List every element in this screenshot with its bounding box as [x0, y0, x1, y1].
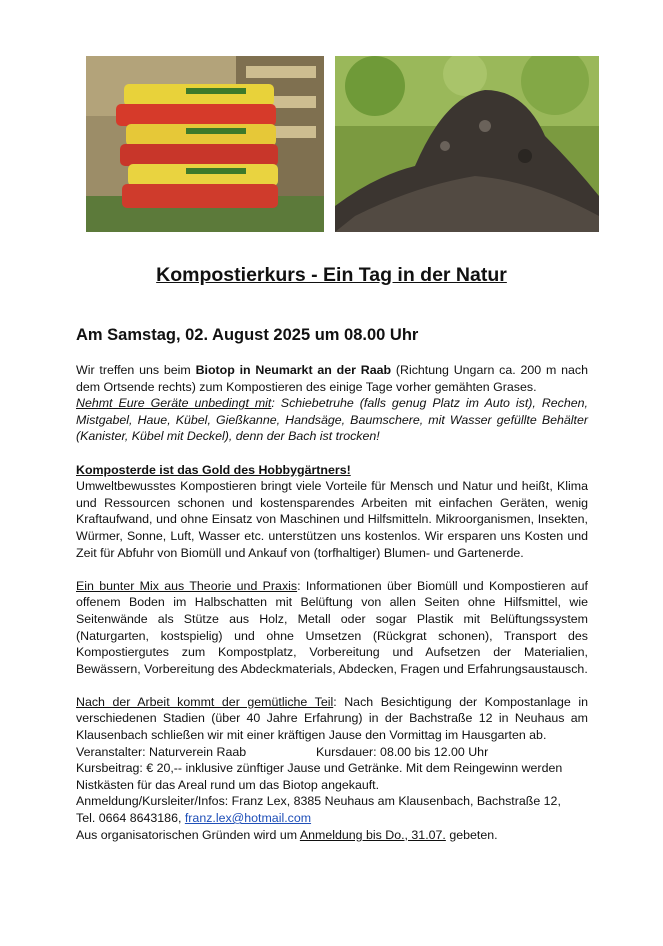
event-date: Am Samstag, 02. August 2025 um 08.00 Uhr: [76, 326, 419, 344]
gold-paragraph: Umweltbewusstes Kompostieren bringt viele Vorteile für Mensch und Natur und heißt, Klima und Ressourcen schonen und kostensparendes Arbeiten mit einfachen Geräten, wenig Kraftaufwand, und ohne Einsatz von Maschinen und Hilfsmitteln. Mikroorganismen, Insekten, Würmer, Sonne, Luft, Wasser etc. unterstützen uns kostenlos. Wir ersparen uns Kosten und Zeit für Abfuhr von Biomüll und Ankauf von (torfhaltiger) Blumen- und Gartenerde.: [76, 479, 588, 560]
equipment-paragraph: Nehmt Eure Geräte unbedingt mit: Schiebetruhe (falls genug Platz im Auto ist), Rechen, Mistgabel, Haue, Kübel, Gießkanne, Handsäge, Baumschere, mit Wasser gefüllte Behälter (Kanister, Kübel mit Deckel), denn der Bach ist trocken!: [76, 396, 588, 444]
registration-line: Aus organisatorischen Gründen wird um Anmeldung bis Do., 31.07. gebeten.: [76, 827, 498, 842]
compost-bags-photo: [86, 56, 324, 232]
after-paragraph: Nach der Arbeit kommt der gemütliche Teil: Nach Besichtigung der Kompostanlage in verschiedenen Stadien (über 40 Jahre Erfahrung) in der Bachstraße 12 in Neuhaus am Klausenbach schließen wir mit einer kräftigen Jause den Vormittag im Hausgarten ab.: [76, 694, 588, 743]
phone-line: Tel. 0664 8643186, franz.lex@hotmail.com: [76, 811, 312, 826]
mix-paragraph: Ein bunter Mix aus Theorie und Praxis: Informationen über Biomüll und Kompostieren auf offenem Boden im Halbschatten mit Belüftung von allen Seiten ohne Hilfsmittel, wie Seitenwände als Stütze aus Holz, Metall oder sogar Plastik mit Belüftungssystem (Naturgarten, kostspielig) und ohne Umsetzen (Rückgrat schonen), Transport des Kompostiergutes zum Kompostplatz, Vorbereitung und Aufsetzen der Materialien, Bewässern, Vorbereitung des Abdeckmaterials, Abdecken, Fragen und Erfahrungsaustausch.: [76, 578, 588, 676]
email-link[interactable]: franz.lex@hotmail.com: [184, 811, 312, 826]
organizer-row: [76, 744, 588, 761]
page-title: Kompostierkurs - Ein Tag in der Natur: [156, 264, 507, 286]
gold-heading: Komposterde ist das Gold des Hobbygärtners!: [76, 462, 351, 477]
course-duration: Kursdauer: 08.00 bis 12.00 Uhr: [316, 744, 489, 759]
compost-heap-photo: [335, 56, 599, 232]
fee-paragraph: Kursbeitrag: € 20,-- inklusive zünftiger Jause und Getränke. Mit dem Reingewinn werden Nistkästen für das Areal rund um das Biotop angekauft.: [76, 761, 563, 792]
intro-paragraph: Wir treffen uns beim Biotop in Neumarkt an der Raab (Richtung Ungarn ca. 200 m nach dem Ortsende rechts) zum Kompostieren des einige Tage vorher gemähten Grases.: [76, 363, 588, 394]
organizer: Veranstalter: Naturverein Raab: [76, 744, 247, 759]
contact-line: Anmeldung/Kursleiter/Infos: Franz Lex, 8385 Neuhaus am Klausenbach, Bachstraße 12,: [76, 794, 561, 809]
document-body: [76, 362, 588, 843]
